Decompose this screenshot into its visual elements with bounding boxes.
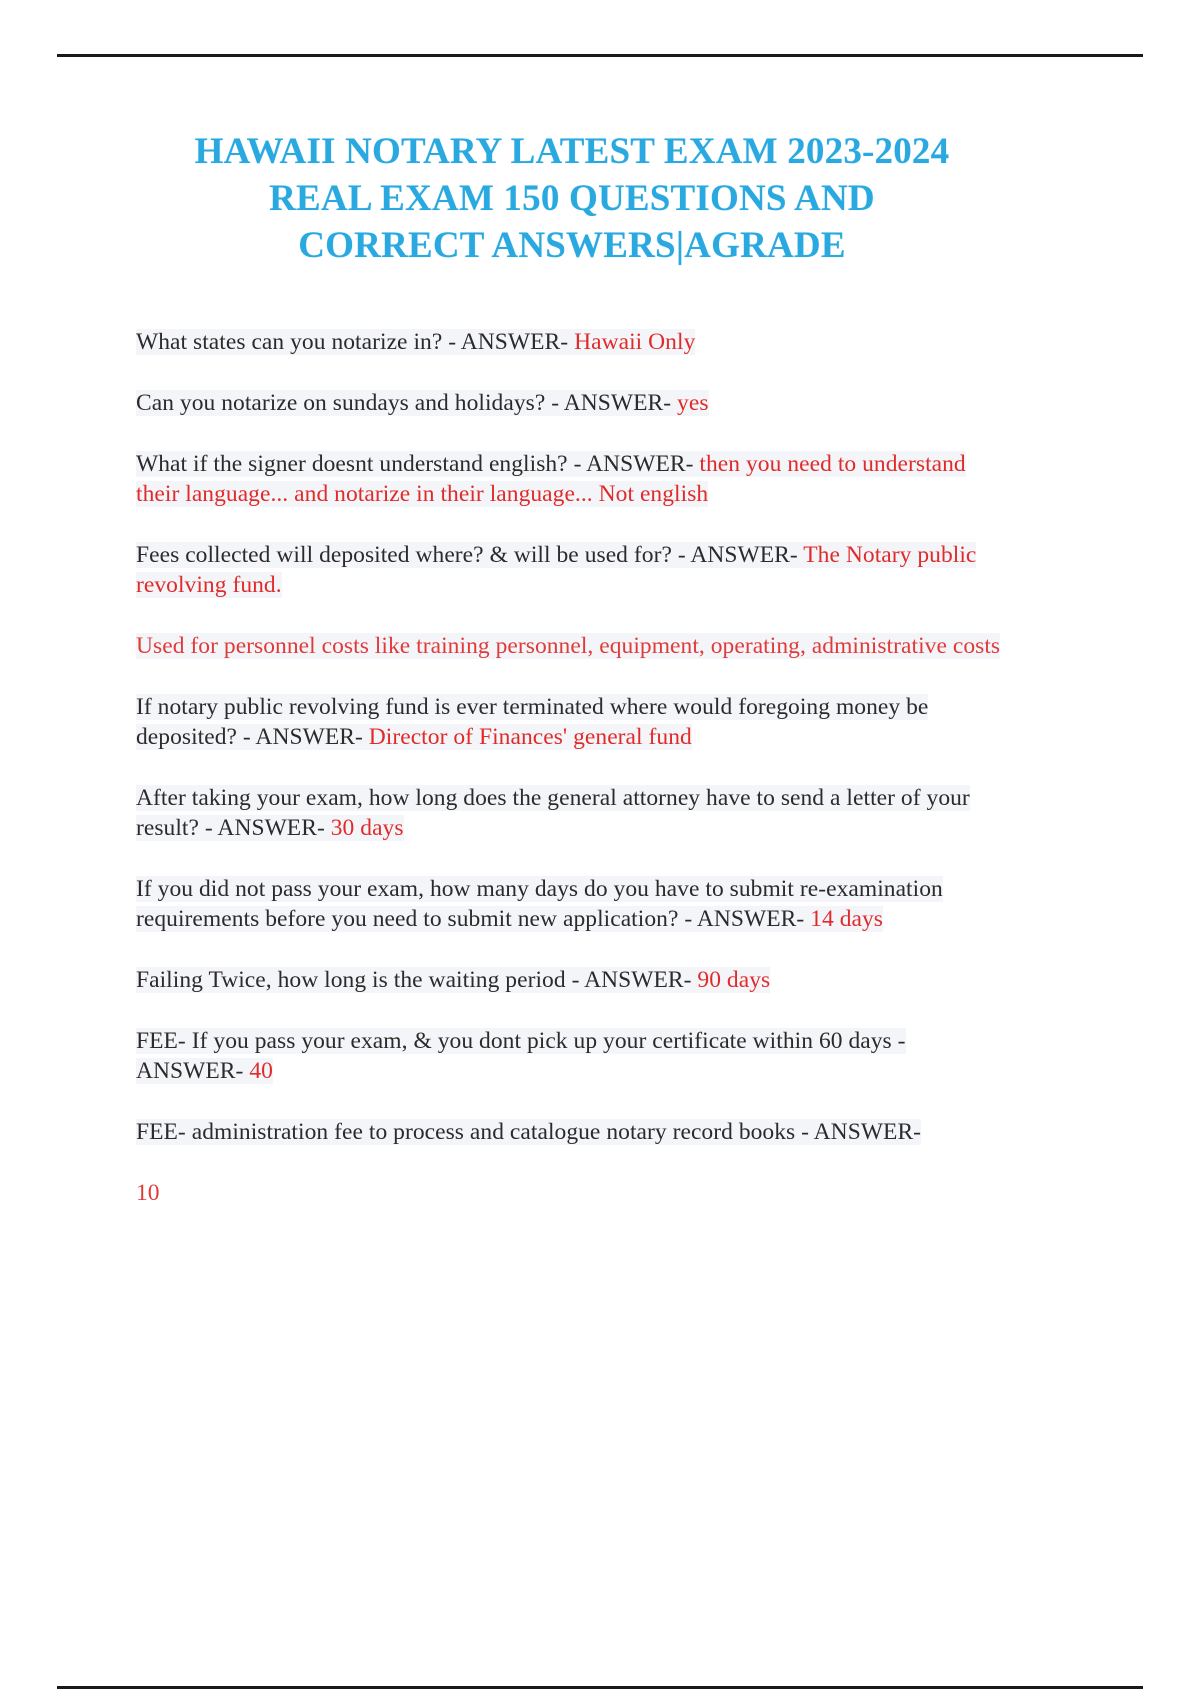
question-text: If you did not pass your exam, how many days do you have to submit re-examination requirements before you need to submit new application? - ANSWER- [136,876,943,932]
qa-item [136,1026,1008,1086]
qa-list [136,327,1008,1208]
qa-item [136,874,1008,934]
question-text: If notary public revolving fund is ever terminated where would foregoing money be deposited? - ANSWER- [136,694,929,750]
qa-item [136,449,1008,509]
question-text: What states can you notarize in? - ANSWER- [136,329,575,355]
question-text: Can you notarize on sundays and holidays? - ANSWER- [136,390,678,416]
page-title-line-2: REAL EXAM 150 QUESTIONS AND [269,178,875,219]
answer-text: The Notary public revolving fund. [136,542,977,598]
qa-item-answer-continuation [136,1178,1008,1208]
qa-item [136,540,1008,600]
qa-item [136,783,1008,843]
page-title-line-3: CORRECT ANSWERS|AGRADE [298,225,846,266]
qa-item [136,1117,1008,1147]
qa-item [136,388,1008,418]
answer-text: Hawaii Only [574,329,696,355]
question-text: Fees collected will deposited where? & will be used for? - ANSWER- [136,542,804,568]
answer-text: 90 days [697,967,771,993]
answer-text: then you need to understand their language... and notarize in their language... Not english [136,451,966,507]
document-content [136,128,1008,1208]
answer-text: 40 [249,1058,273,1084]
answer-text: yes [677,390,709,416]
question-text: Failing Twice, how long is the waiting period - ANSWER- [136,967,698,993]
page-bottom-rule [57,1686,1143,1689]
question-text: FEE- administration fee to process and catalogue notary record books - ANSWER- [136,1119,922,1145]
answer-text: 10 [136,1180,160,1206]
qa-item-answer-continuation [136,631,1008,661]
page-title-line-1: HAWAII NOTARY LATEST EXAM 2023-2024 [194,131,950,172]
page-title [136,128,1008,269]
page-top-rule [57,54,1143,57]
qa-item [136,327,1008,357]
question-text: FEE- If you pass your exam, & you dont pick up your certificate within 60 days - ANSWER- [136,1028,906,1084]
answer-text: Director of Finances' general fund [368,724,692,750]
qa-item [136,692,1008,752]
qa-item [136,965,1008,995]
answer-text: Used for personnel costs like training personnel, equipment, operating, administrative costs [136,633,1001,659]
question-text: After taking your exam, how long does the general attorney have to send a letter of your result? - ANSWER- [136,785,970,841]
answer-text: 14 days [810,906,883,932]
question-text: What if the signer doesnt understand english? - ANSWER- [136,451,700,477]
answer-text: 30 days [330,815,404,841]
